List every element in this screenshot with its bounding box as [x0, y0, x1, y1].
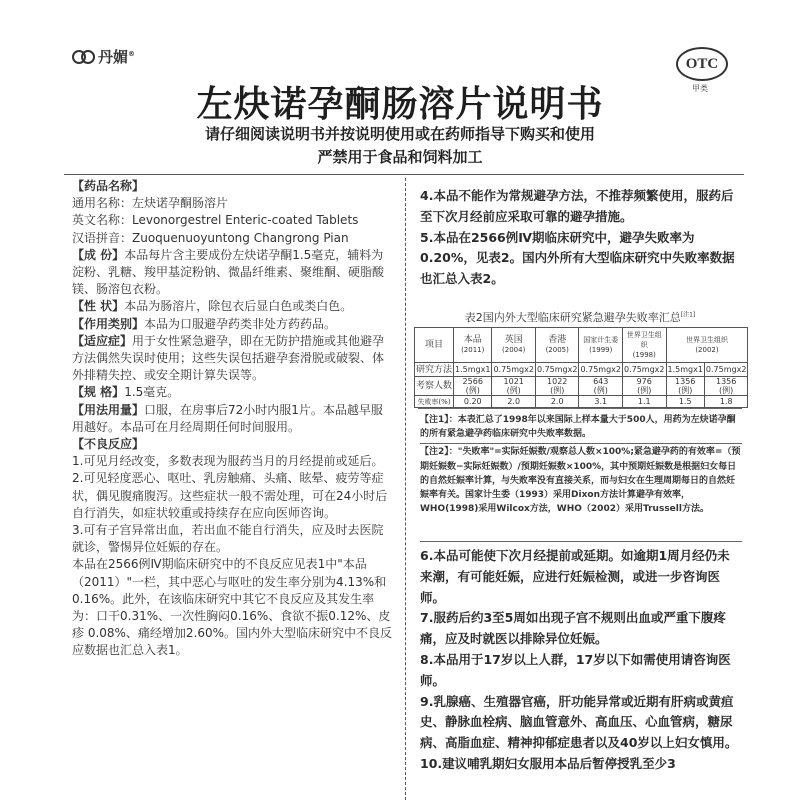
table-row-label: 失败率(%)	[415, 396, 454, 408]
registered-mark: ®	[128, 50, 136, 58]
spec-section	[72, 384, 394, 401]
table-title-note: [注1]	[680, 311, 696, 319]
brand-name: 丹媚	[98, 48, 129, 66]
table-title-text: 表2国内外大型临床研究紧急避孕失败率汇总	[464, 311, 681, 324]
table-cell: 3.1	[579, 396, 623, 408]
adverse-item-3: 3.可有子宫异常出血，若出血不能自行消失，应及时去医院就诊，警惕异位妊娠的存在。	[72, 523, 384, 555]
table-title	[420, 309, 740, 325]
table-header-name: 香港	[548, 335, 567, 345]
caution-item-8: 8.本品用于17岁以上人群，17岁以下如需使用请咨询医师。	[420, 651, 731, 688]
table-cell: 1022 (例)	[535, 377, 579, 396]
table-header-name: 国家计生委	[583, 336, 619, 344]
brand-logo-icon	[72, 50, 94, 64]
table-cell: 1.5	[666, 396, 704, 408]
note-1: 【注1】：本表汇总了1998年以来国际上样本量大于500人，用药为左炔诺孕酮的所有紧急避孕药临床研究中失败率数据。	[420, 415, 736, 440]
caution-item-7: 7.服药后约3至5周如出现子宫不规则出血或严重下腹疼痛，应及时就医以排除异位妊娠。	[420, 610, 726, 647]
document-title: 左炔诺孕酮肠溶片说明书	[196, 84, 604, 125]
adverse-item-1: 1.可见月经改变，多数表现为服药当月的月经提前或延后。	[72, 454, 384, 469]
table-header-name: 本品	[463, 335, 482, 345]
caution-item-4: 4.本品不能作为常规避孕方法，不推荐频繁使用，服药后至下次月经前应采取可靠的避孕措施。	[420, 188, 734, 224]
drug-name-heading: 【药品名称】	[72, 179, 145, 193]
table-cell: 1.8	[704, 396, 748, 408]
character-heading: 【性 状】	[72, 299, 125, 314]
table-header-name: 世界卫生组织	[626, 331, 662, 349]
table-cell: 1021 (例)	[492, 377, 536, 396]
table-header-cell	[622, 328, 666, 363]
table-row	[415, 377, 748, 396]
composition-section	[72, 247, 394, 299]
table-row-label: 研究方法	[416, 364, 453, 375]
table-header-item: 项目	[415, 328, 454, 363]
table-cell: 1.5mgx1	[666, 363, 704, 377]
table-cell: 976 (例)	[622, 377, 666, 396]
table-cell: 0.20	[454, 396, 492, 408]
usage-section	[72, 402, 394, 436]
indication-text: 用于女性紧急避孕，即在无防护措施或其他避孕方法偶然失误时使用；这些失误包括避孕套滑脱或破裂、体外排精失控、或安全期计算失误等。	[72, 333, 385, 383]
caution-item-5: 5.本品在2566例Ⅳ期临床研究中，避孕失败率为0.20%，见表2。国内外所有大型临床研究中失败率数据也汇总入表2。	[420, 229, 735, 287]
table-header-cell	[535, 328, 579, 363]
notice-line-2: 严禁用于食品和饲料加工	[317, 148, 483, 166]
adverse-item-2: 2.可见轻度恶心、呕吐、乳房触痛、头痛、眩晕、疲劳等症状，偶见腹痛腹泻。这些症状一般不需处理，可在24小时后自行消失，如症状较重或持续存在应向医师咨询。	[72, 471, 388, 520]
category-heading: 【作用类别】	[72, 316, 145, 331]
failure-rate-table	[414, 327, 748, 408]
composition-text: 本品每片含主要成份左炔诺孕酮1.5毫克，辅料为淀粉、乳糖、羧甲基淀粉钠、微晶纤维素、聚维酮、硬脂酸镁、肠溶包衣粉。	[72, 247, 385, 297]
note-2: 【注2】："失败率"=实际妊娠数/观察总人数×100%;紧急避孕药的有效率=（预期妊娠数−实际妊娠数）/预期妊娠数×100%，其中预期妊娠数是根据妇女每日的自然妊娠率计算，与失败率没有直接关系，而与妇女在生理周期每日的自然妊娠率有关。国家计生委（1993）采用Dixon方法计算避孕有效率，WHO(1998)采用Wilcox方法，WHO（2002）采用Trussell方法。	[420, 443, 742, 516]
table-cell: 1.5mgx1	[454, 363, 492, 377]
table-bottom-rule	[418, 408, 742, 409]
indication-section	[72, 333, 394, 385]
indication-heading: 【适应症】	[72, 333, 133, 348]
table-cell: 1.1	[622, 396, 666, 408]
otc-class-label: 甲类	[692, 84, 708, 93]
composition-heading: 【成 份】	[72, 247, 125, 262]
table-header-name: 世界卫生组织	[685, 336, 728, 344]
caution-item-6: 6.本品可能使下次月经提前或延期。如逾期1周月经仍未来潮，有可能妊娠，应进行妊娠检测，或进一步咨询医师。	[420, 548, 730, 605]
character-section	[72, 298, 394, 315]
pinyin-name: 汉语拼音：Zuoquenuoyuntong Changrong Pian	[72, 230, 349, 245]
table-cell: 1356 (例)	[666, 377, 704, 396]
otc-badge: OTC	[676, 47, 728, 81]
usage-heading: 【用法用量】	[72, 402, 145, 417]
table-header-year: (2005)	[545, 346, 569, 354]
table-row	[415, 396, 748, 408]
column-divider	[405, 178, 407, 800]
table-header-year: (1999)	[589, 346, 613, 354]
generic-name: 通用名称：左炔诺孕酮肠溶片	[72, 196, 229, 211]
caution-item-10: 10.建议哺乳期妇女服用本品后暂停授乳至少3	[420, 755, 676, 771]
category-section	[72, 316, 394, 333]
right-column-bottom	[420, 541, 742, 775]
notice-line-1: 请仔细阅读说明书并按说明使用或在药师指导下购买和使用	[204, 125, 595, 143]
brand-logo	[72, 46, 135, 67]
table-cell: 2.0	[492, 396, 536, 408]
right-column-top	[420, 186, 742, 290]
table-header-cell	[454, 328, 492, 363]
table-cell: 0.75mgx2	[579, 363, 623, 377]
table-row	[415, 363, 748, 377]
table-header-year: (2004)	[502, 346, 526, 354]
table-cell: 643 (例)	[579, 377, 623, 396]
table-cell: 1356 (例)	[704, 377, 748, 396]
table-cell: 2566 (例)	[454, 377, 492, 396]
table-header-cell	[492, 328, 536, 363]
table-row-label: 考察人数	[415, 377, 454, 396]
spec-text: 1.5毫克。	[124, 385, 180, 400]
table-cell: 2.0	[535, 396, 579, 408]
usage-text: 口服，在房事后72小时内服1片。本品越早服用越好。本品可在月经周期任何时间服用。	[72, 402, 383, 434]
table-header-year: (2002)	[695, 346, 719, 354]
spec-heading: 【规 格】	[72, 385, 125, 400]
table-header-name: 英国	[504, 335, 523, 345]
table-header-year: (2011)	[461, 346, 485, 354]
english-name: 英文名称：Levonorgestrel Enteric-coated Tablets	[72, 213, 359, 228]
table-header-year: (1998)	[632, 351, 656, 359]
table-cell: 0.75mgx2	[492, 363, 536, 377]
table-cell: 0.75mgx2	[535, 363, 579, 377]
left-column	[72, 178, 394, 660]
table-notes	[420, 413, 742, 516]
table-cell: 0.75mgx2	[704, 363, 748, 377]
adverse-item-4: 本品在2566例Ⅳ期临床研究中的不良反应见表1中"本品（2011）"一栏，其中恶心与呕吐的发生率分别为4.13%和0.16%。此外，在该临床研究中其它不良反应及其发生率为：口干0.31%、一次性胸闷0.16%、食欲不振0.12%、皮疹 0.08%、痛经增加2.60%。国内外大型临床研究中不良反应数据也汇总入表1。	[72, 557, 393, 658]
table-header-cell	[579, 328, 623, 363]
caution-item-9: 9.乳腺癌、生殖器官癌，肝功能异常或近期有肝病或黄疸史、静脉血栓病、脑血管意外、高血压、心血管病，糖尿病、高脂血症、精神抑郁症患者以及40岁以上妇女慎用。	[420, 693, 738, 751]
table-cell: 0.75mgx2	[622, 363, 666, 377]
adverse-heading: 【不良反应】	[72, 437, 145, 452]
table-header-row	[415, 328, 748, 363]
character-text: 本品为肠溶片，除包衣后显白色或类白色。	[124, 299, 353, 314]
category-text: 本品为口服避孕药类非处方药药品。	[144, 316, 337, 331]
table-header-cell	[666, 328, 748, 363]
